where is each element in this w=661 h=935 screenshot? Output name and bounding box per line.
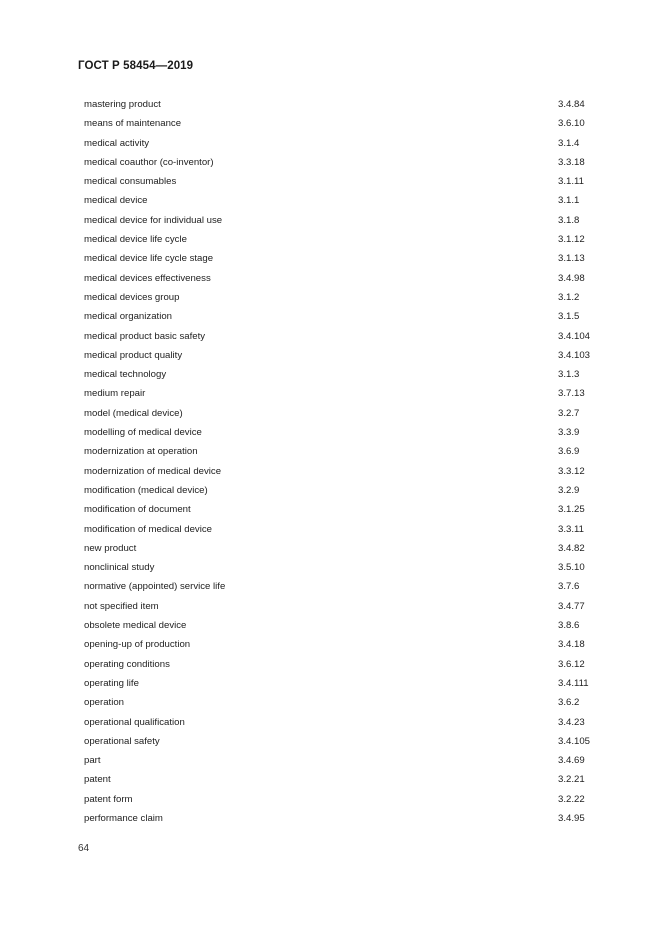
index-section-ref: 3.6.12 — [558, 658, 585, 670]
index-term: operational qualification — [84, 716, 185, 728]
index-entry — [84, 481, 604, 500]
index-entry — [84, 539, 604, 558]
index-section-ref: 3.4.69 — [558, 755, 585, 767]
index-section-ref: 3.4.95 — [558, 812, 585, 824]
index-entry — [84, 655, 604, 674]
index-section-ref: 3.1.25 — [558, 504, 585, 516]
index-section-ref: 3.4.18 — [558, 639, 585, 651]
index-term: nonclinical study — [84, 562, 155, 574]
index-entry — [84, 191, 604, 210]
index-entry — [84, 423, 604, 442]
index-section-ref: 3.1.11 — [558, 176, 584, 188]
index-entry — [84, 770, 604, 789]
page-number: 64 — [78, 843, 90, 854]
index-section-ref: 3.1.8 — [558, 214, 580, 226]
index-entry — [84, 307, 604, 326]
index-section-ref: 3.1.3 — [558, 369, 580, 381]
index-term: medical device life cycle stage — [84, 253, 214, 265]
index-section-ref: 3.4.82 — [558, 542, 585, 554]
index-section-ref: 3.4.103 — [558, 349, 591, 361]
index-term: medical technology — [84, 369, 167, 381]
index-entry — [84, 384, 604, 403]
alphabetical-index — [84, 95, 604, 828]
index-section-ref: 3.6.10 — [558, 118, 585, 130]
index-term: modernization of medical device — [84, 465, 222, 477]
page-header-standard-code: ГОСТ Р 58454—2019 — [78, 60, 194, 72]
index-term: performance claim — [84, 812, 163, 824]
index-section-ref: 3.3.9 — [558, 427, 580, 439]
index-entry — [84, 153, 604, 172]
index-term: medical organization — [84, 311, 172, 323]
index-entry — [84, 249, 604, 268]
index-entry — [84, 462, 604, 481]
index-entry — [84, 442, 604, 461]
index-entry — [84, 288, 604, 307]
index-section-ref: 3.1.12 — [558, 234, 585, 246]
index-entry — [84, 404, 604, 423]
index-entry — [84, 114, 604, 133]
index-term: operation — [84, 697, 125, 709]
index-section-ref: 3.4.98 — [558, 272, 585, 284]
index-term: medical device — [84, 195, 148, 207]
index-term: operational safety — [84, 735, 160, 747]
index-term: medium repair — [84, 388, 146, 400]
index-term: means of maintenance — [84, 118, 182, 130]
index-section-ref: 3.2.21 — [558, 774, 585, 786]
index-section-ref: 3.4.77 — [558, 600, 585, 612]
index-term: operating life — [84, 677, 139, 689]
index-section-ref: 3.4.23 — [558, 716, 585, 728]
index-entry — [84, 693, 604, 712]
index-term: medical device for individual use — [84, 214, 223, 226]
index-entry — [84, 558, 604, 577]
index-section-ref: 3.7.13 — [558, 388, 585, 400]
index-term: medical device life cycle — [84, 234, 187, 246]
index-entry — [84, 635, 604, 654]
index-term: patent form — [84, 793, 133, 805]
index-section-ref: 3.6.9 — [558, 446, 580, 458]
index-section-ref: 3.7.6 — [558, 581, 580, 593]
index-term: medical devices group — [84, 291, 180, 303]
index-section-ref: 3.4.111 — [558, 677, 589, 689]
index-section-ref: 3.1.5 — [558, 311, 580, 323]
index-section-ref: 3.2.7 — [558, 407, 580, 419]
index-term: patent — [84, 774, 111, 786]
index-term: normative (appointed) service life — [84, 581, 226, 593]
index-entry — [84, 790, 604, 809]
index-entry — [84, 809, 604, 828]
index-term: not specified item — [84, 600, 159, 612]
index-term: modification of document — [84, 504, 191, 516]
index-entry — [84, 346, 604, 365]
index-term: medical product quality — [84, 349, 183, 361]
index-entry — [84, 520, 604, 539]
index-term: modification (medical device) — [84, 484, 208, 496]
index-entry — [84, 134, 604, 153]
index-section-ref: 3.4.104 — [558, 330, 591, 342]
index-section-ref: 3.6.2 — [558, 697, 580, 709]
index-section-ref: 3.8.6 — [558, 620, 580, 632]
index-entry — [84, 365, 604, 384]
index-term: medical activity — [84, 137, 150, 149]
index-section-ref: 3.1.13 — [558, 253, 585, 265]
index-term: medical devices effectiveness — [84, 272, 211, 284]
index-section-ref: 3.2.9 — [558, 484, 580, 496]
index-section-ref: 3.5.10 — [558, 562, 585, 574]
index-section-ref: 3.4.105 — [558, 735, 591, 747]
index-term: modelling of medical device — [84, 427, 202, 439]
index-term: medical coauthor (co-inventor) — [84, 156, 214, 168]
index-entry — [84, 230, 604, 249]
index-entry — [84, 732, 604, 751]
index-term: obsolete medical device — [84, 620, 187, 632]
index-entry — [84, 751, 604, 770]
index-entry — [84, 327, 604, 346]
index-term: mastering product — [84, 99, 161, 110]
index-term: operating conditions — [84, 658, 170, 670]
index-entry — [84, 95, 604, 114]
index-term: part — [84, 755, 101, 767]
index-term: medical consumables — [84, 176, 177, 188]
index-term: model (medical device) — [84, 407, 183, 419]
index-section-ref: 3.1.2 — [558, 291, 580, 303]
index-section-ref: 3.4.84 — [558, 99, 585, 110]
index-section-ref: 3.1.1 — [558, 195, 580, 207]
index-entry — [84, 713, 604, 732]
index-section-ref: 3.3.12 — [558, 465, 585, 477]
index-term: modification of medical device — [84, 523, 212, 535]
index-section-ref: 3.3.11 — [558, 523, 584, 535]
index-entry — [84, 577, 604, 596]
index-entry — [84, 172, 604, 191]
index-entry — [84, 500, 604, 519]
index-term: modernization at operation — [84, 446, 198, 458]
index-entry — [84, 674, 604, 693]
index-section-ref: 3.3.18 — [558, 156, 585, 168]
index-entry — [84, 616, 604, 635]
index-section-ref: 3.2.22 — [558, 793, 585, 805]
index-entry — [84, 211, 604, 230]
index-term: medical product basic safety — [84, 330, 206, 342]
index-entry — [84, 269, 604, 288]
index-section-ref: 3.1.4 — [558, 137, 580, 149]
index-entry — [84, 597, 604, 616]
index-term: new product — [84, 542, 137, 554]
index-term: opening-up of production — [84, 639, 191, 651]
